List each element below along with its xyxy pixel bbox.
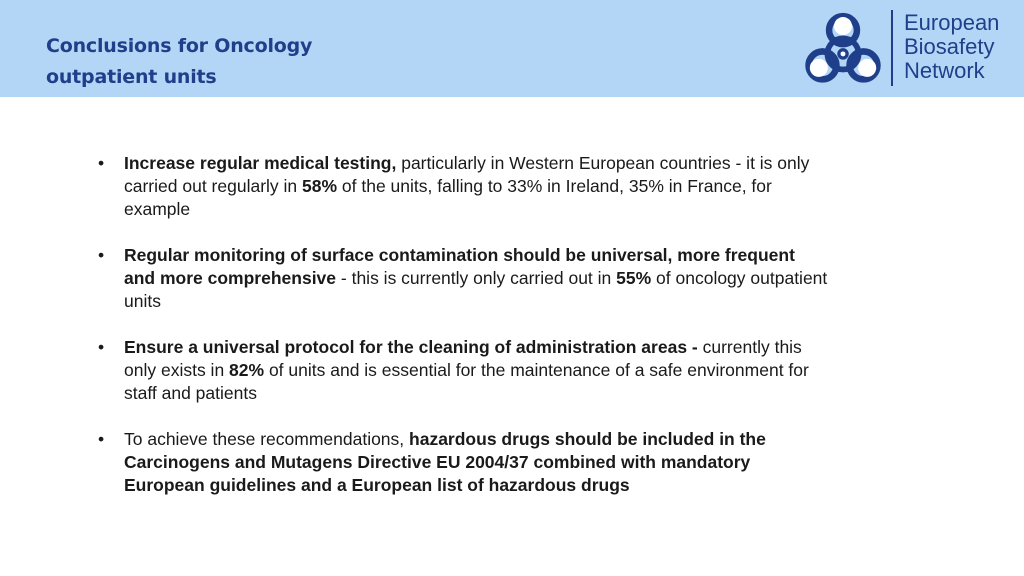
logo-divider [891, 10, 893, 86]
bullet-item-4 [98, 428, 828, 497]
logo-line-1: European [904, 10, 1000, 35]
bullet-text-segment: 58% [302, 176, 338, 196]
bullet-text-segment: hazardous drugs should be included in the Carcinogens and Mutagens Directive EU 2004/37 combined with mandatory European guidelines and a European list of hazardous drugs [124, 429, 766, 495]
bullet-text-segment: Increase regular medical testing, [124, 153, 397, 173]
page-title-line-2: outpatient units [46, 66, 217, 88]
bullet-item-2 [98, 244, 828, 313]
bullet-text-segment: To achieve these recommendations, [124, 429, 410, 449]
bullet-marker: • [98, 245, 105, 265]
bullet-text-segment: of units and is essential for the maintenance of a safe environment for staff and patients [124, 360, 809, 403]
logo-wordmark [904, 11, 999, 83]
bullet-list [98, 152, 828, 520]
logo-line-2: Biosafety [904, 34, 995, 59]
bullet-text-segment: 82% [229, 360, 265, 380]
bullet-marker: • [98, 337, 105, 357]
bullet-text-segment: of the units, falling to 33% in Ireland, 35% in France, for example [124, 176, 772, 219]
logo-line-3: Network [904, 58, 985, 83]
bullet-marker: • [98, 153, 105, 173]
bullet-text-segment: Ensure a universal protocol for the cleaning of administration areas - [124, 337, 698, 357]
bullet-text-segment: Regular monitoring of surface contamination should be universal, more frequent and more comprehensive [124, 245, 795, 288]
page-title [46, 31, 466, 93]
biohazard-icon [801, 8, 885, 90]
bullet-marker: • [98, 429, 105, 449]
bullet-text-segment: particularly in Western European countries - it is only carried out regularly in [124, 153, 810, 196]
page-title-line-1: Conclusions for Oncology [46, 35, 313, 57]
logo [801, 8, 1011, 90]
bullet-text-segment: currently this only exists in [124, 337, 802, 380]
bullet-text-segment: 55% [616, 268, 652, 288]
bullet-text-segment: of oncology outpatient units [124, 268, 828, 311]
bullet-text-segment: - this is currently only carried out in [336, 268, 617, 288]
bullet-item-1 [98, 152, 828, 221]
bullet-item-3 [98, 336, 828, 405]
